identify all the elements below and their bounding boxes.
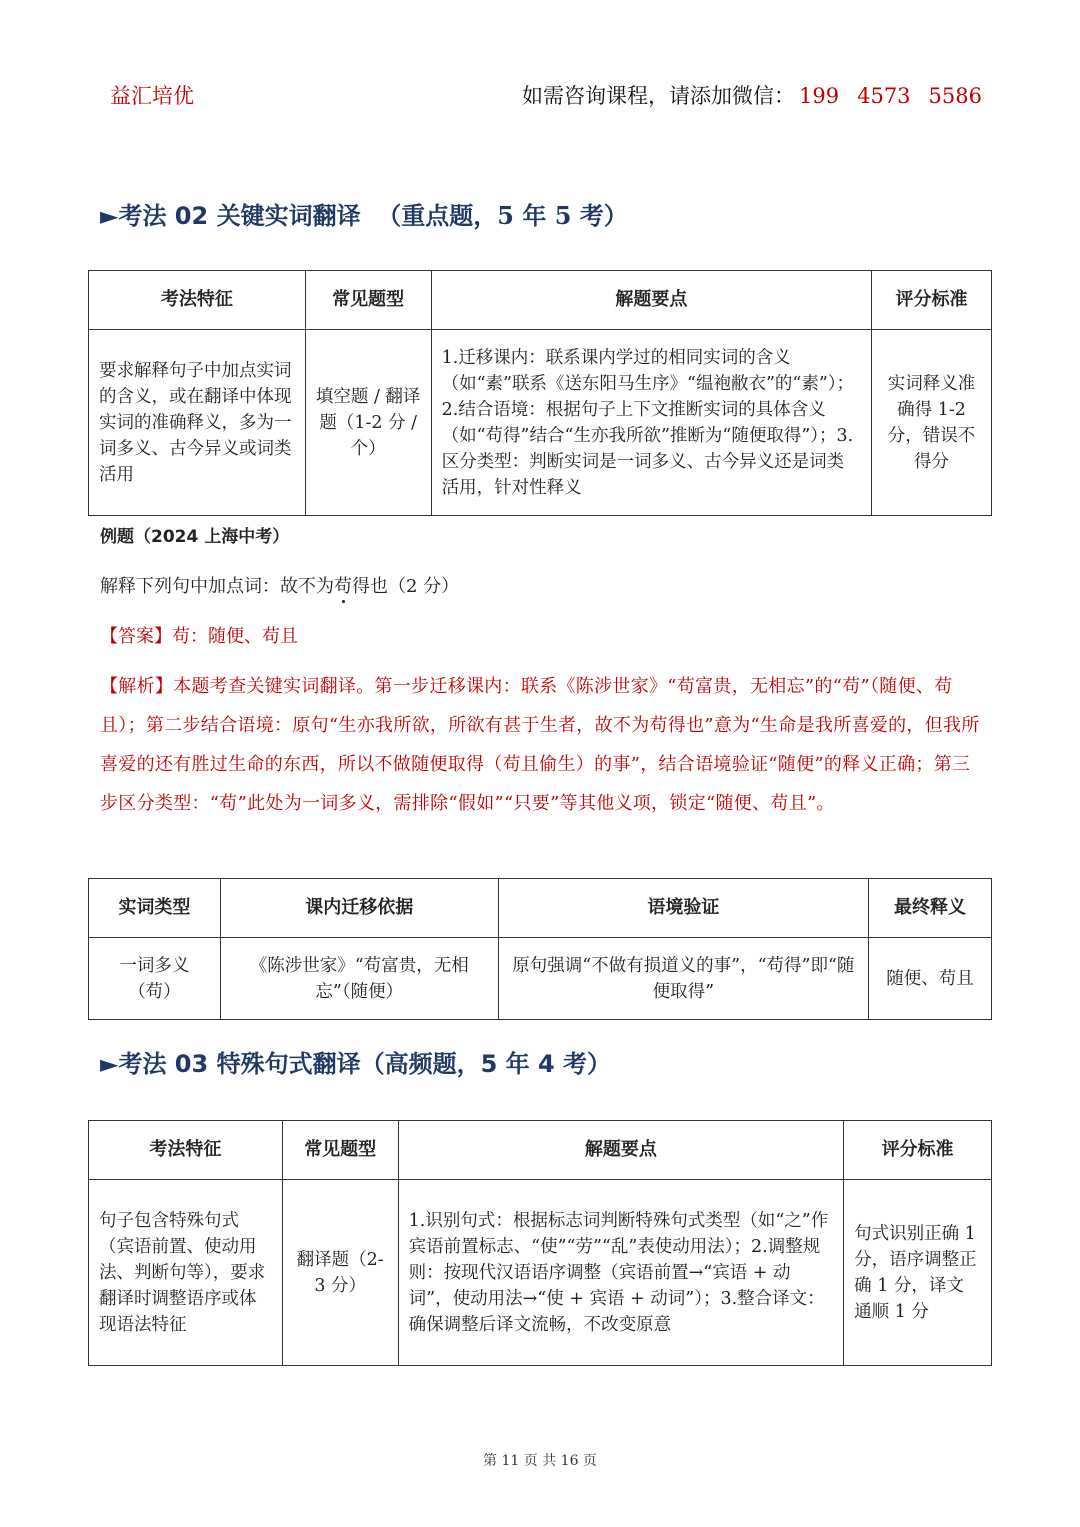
analysis-label: 【解析】 [100,676,174,697]
analysis-table [88,878,992,1020]
table-header-cell: 最终释义 [869,879,992,938]
brand-name: 益汇培优 [110,84,194,108]
phone-part: 5586 [928,84,982,108]
table-header-row [89,1121,992,1180]
phone-part: 4573 [857,84,911,108]
table-cell: 实词释义准确得 1-2 分，错误不得分 [872,330,992,516]
contact-label: 如需咨询课程，请添加微信： [522,84,795,108]
table-header-cell: 解题要点 [431,271,871,330]
page-header [0,80,1080,112]
section-title-note: （重点题，5 年 5 考） [377,201,628,230]
table-header-cell: 课内迁移依据 [220,879,498,938]
table-header-cell: 评分标准 [844,1121,992,1180]
table-cell: 《陈涉世家》“苟富贵，无相忘”（随便） [220,938,498,1020]
table-header-cell: 实词类型 [89,879,221,938]
table-cell: 1.迁移课内：联系课内学过的相同实词的含义（如“素”联系《送东阳马生序》“缊袍敝衣”的“素”）；2.结合语境：根据句子上下文推断实词的具体含义（如“苟得”结合“生亦我所欲”推断为“随便取得”）；3.区分类型：判断实词是一词多义、古今异义还是词类活用，针对性释义 [431,330,871,516]
question-prefix: 解释下列句中加点词：故不为 [100,576,334,597]
table-header-cell: 语境验证 [498,879,869,938]
table-cell: 句子包含特殊句式（宾语前置、使动用法、判断句等），要求翻译时调整语序或体现语法特征 [89,1180,283,1366]
analysis-text: 本题考查关键实词翻译。第一步迁移课内：联系《陈涉世家》“苟富贵，无相忘”的“苟”（随便、苟且）；第二步结合语境：原句“生亦我所欲，所欲有甚于生者，故不为苟得也”意为“生命是我所喜爱的，但我所喜爱的还有胜过生命的东西，所以不做随便取得（苟且偷生）的事”，结合语境验证“随便”的释义正确；第三步区分类型：“苟”此处为一词多义，需排除“假如”“只要”等其他义项，锁定“随便、苟且”。 [100,676,980,814]
example-title: 例题（2024 上海中考） [100,527,290,547]
answer-line [100,617,980,656]
section-title-03: ►考法 03 特殊句式翻译（高频题，5 年 4 考） [100,1050,612,1078]
question-suffix: 得也（2 分） [352,576,460,597]
question-text [100,567,980,606]
table-header-cell: 常见题型 [282,1121,398,1180]
table-header-cell: 解题要点 [398,1121,844,1180]
method-table-03 [88,1120,992,1366]
table-cell: 翻译题（2-3 分） [282,1180,398,1366]
table-header-cell: 考法特征 [89,1121,283,1180]
method-table-02 [88,270,992,516]
table-cell: 一词多义（苟） [89,938,221,1020]
section-title-02 [100,196,628,231]
answer-text: 苟：随便、苟且 [172,626,298,647]
contact-info [522,80,982,110]
table-header-row [89,879,992,938]
table-cell: 原句强调“不做有损道义的事”，“苟得”即“随便取得” [498,938,869,1020]
phone-number [799,84,982,108]
table-cell: 随便、苟且 [869,938,992,1020]
table-header-cell: 常见题型 [305,271,431,330]
table-cell: 句式识别正确 1 分，语序调整正确 1 分，译文通顺 1 分 [844,1180,992,1366]
table-cell: 1.识别句式：根据标志词判断特殊句式类型（如“之”作宾语前置标志、“使”“劳”“乱”表使动用法）；2.调整规则：按现代汉语语序调整（宾语前置→“宾语 + 动词”，使动用法→“使 + 宾语 + 动词”）；3.整合译文：确保调整后译文流畅，不改变原意 [398,1180,844,1366]
table-row [89,330,992,516]
table-header-row [89,271,992,330]
dotted-word: 苟 [334,576,352,597]
answer-label: 【答案】 [100,626,172,647]
table-cell: 要求解释句子中加点实词的含义，或在翻译中体现实词的准确释义，多为一词多义、古今异义或词类活用 [89,330,306,516]
analysis-paragraph [100,667,980,823]
table-row [89,938,992,1020]
table-row [89,1180,992,1366]
table-cell: 填空题 / 翻译题（1-2 分 / 个） [305,330,431,516]
section-title-text: ►考法 02 关键实词翻译 [100,202,361,230]
phone-part: 199 [799,84,840,108]
page-footer: 第 11 页 共 16 页 [483,1453,597,1469]
table-header-cell: 考法特征 [89,271,306,330]
table-header-cell: 评分标准 [872,271,992,330]
